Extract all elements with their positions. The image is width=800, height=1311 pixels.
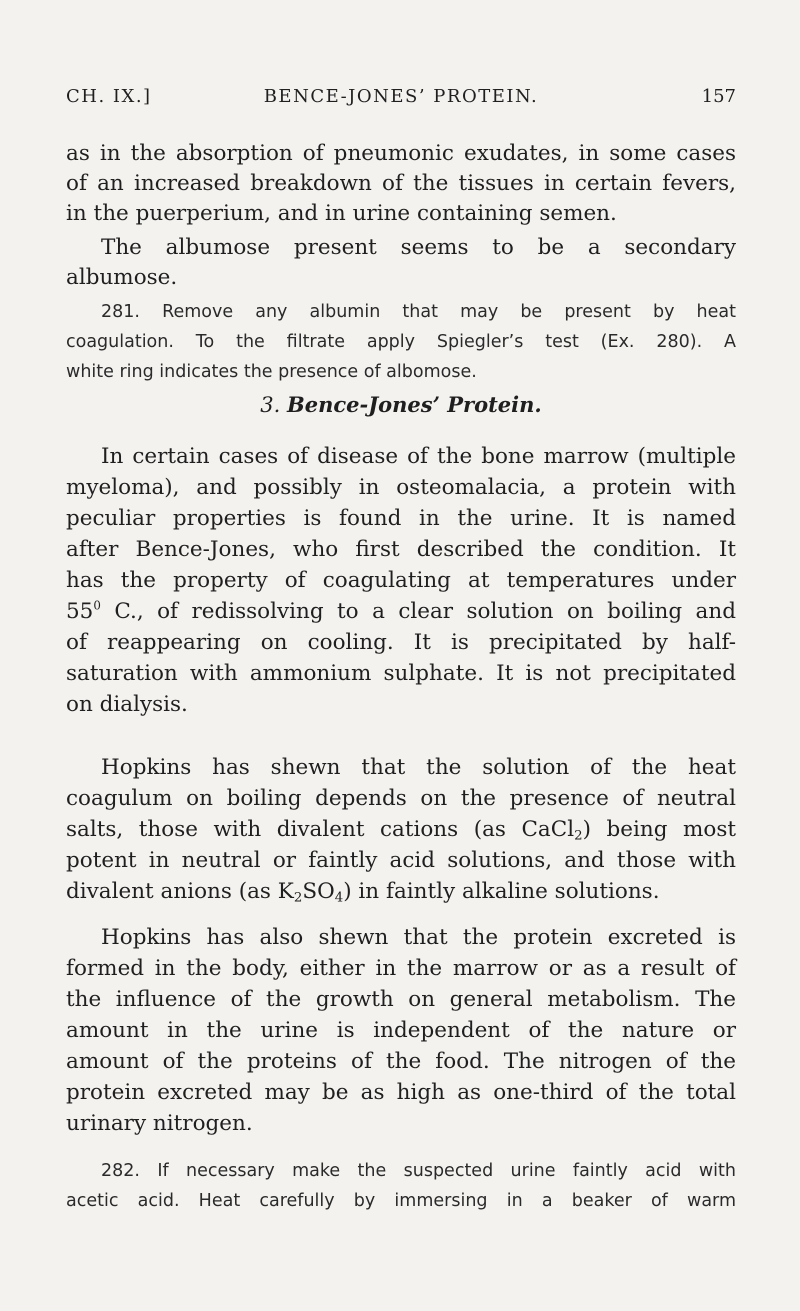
text-line: coagulum on boiling depends on the presence of neutral [66,786,736,811]
page-number: 157 [701,86,736,107]
text-line: of reappearing on cooling. It is precipitated by half- [66,630,736,655]
text-line: on dialysis. [66,692,188,717]
text-line: potent in neutral or faintly acid solutions, and those with [66,848,736,873]
text-line: urinary nitrogen. [66,1111,253,1136]
text-line: In certain cases of disease of the bone marrow (multiple [101,444,736,469]
text-line: as in the absorption of pneumonic exudates, in some cases [66,141,736,166]
text-line: Hopkins has shewn that the solution of the heat [101,755,736,780]
experiment-281 [66,297,736,387]
text-line: white ring indicates the presence of albomose. [66,362,477,382]
text-line: the influence of the growth on general metabolism. The [66,987,736,1012]
text-line: Hopkins has also shewn that the protein excreted is [101,925,736,950]
text-line: after Bence-Jones, who first described the condition. It [66,537,736,562]
text-line: has the property of coagulating at temperatures under [66,568,736,593]
text-line: protein excreted may be as high as one-third of the total [66,1080,736,1105]
paragraph-albumose [66,233,736,293]
text-line: saturation with ammonium sulphate. It is not precipitated [66,661,736,686]
text-line: amount of the proteins of the food. The nitrogen of the [66,1049,736,1074]
paragraph-hopkins-2 [66,922,736,1139]
experiment-282 [66,1156,736,1216]
text-line: divalent anions (as $K_2SO_4$) in faintly alkaline solutions. [66,879,660,906]
text-line: coagulation. To the filtrate apply Spiegler’s test (Ex. 280). A [66,332,736,352]
text-line: acetic acid. Heat carefully by immersing in a beaker of warm [66,1191,736,1211]
chapter-label: CH. IX.] [66,86,152,107]
text-line: in the puerperium, and in urine containing semen. [66,201,617,226]
text-line: albumose. [66,265,178,290]
text-line: 282. If necessary make the suspected urine faintly acid with [101,1161,736,1181]
text-line: $55^0$ C., of redissolving to a clear solution on boiling and [66,598,736,624]
paragraph-hopkins-1 [66,752,736,907]
section-number: 3. [260,393,281,417]
text-line: The albumose present seems to be a secondary [101,235,736,260]
paragraph-continuation [66,139,736,229]
text-line: salts, those with divalent cations (as CaCl$_2$) being most [66,817,736,844]
text-line: peculiar properties is found in the urine. It is named [66,506,736,531]
section-heading [66,392,736,417]
text-line: of an increased breakdown of the tissues in certain fevers, [66,171,736,196]
section-title: Bence-Jones’ Protein. [286,392,542,417]
text-line: formed in the body, either in the marrow or as a result of [66,956,736,981]
text-line: myeloma), and possibly in osteomalacia, a protein with [66,475,736,500]
running-title: BENCE-JONES’ PROTEIN. [263,86,539,107]
text-line: 281. Remove any albumin that may be present by heat [101,302,736,322]
paragraph-bence-jones [66,441,736,720]
running-header [66,86,736,114]
text-line: amount in the urine is independent of the nature or [66,1018,736,1043]
